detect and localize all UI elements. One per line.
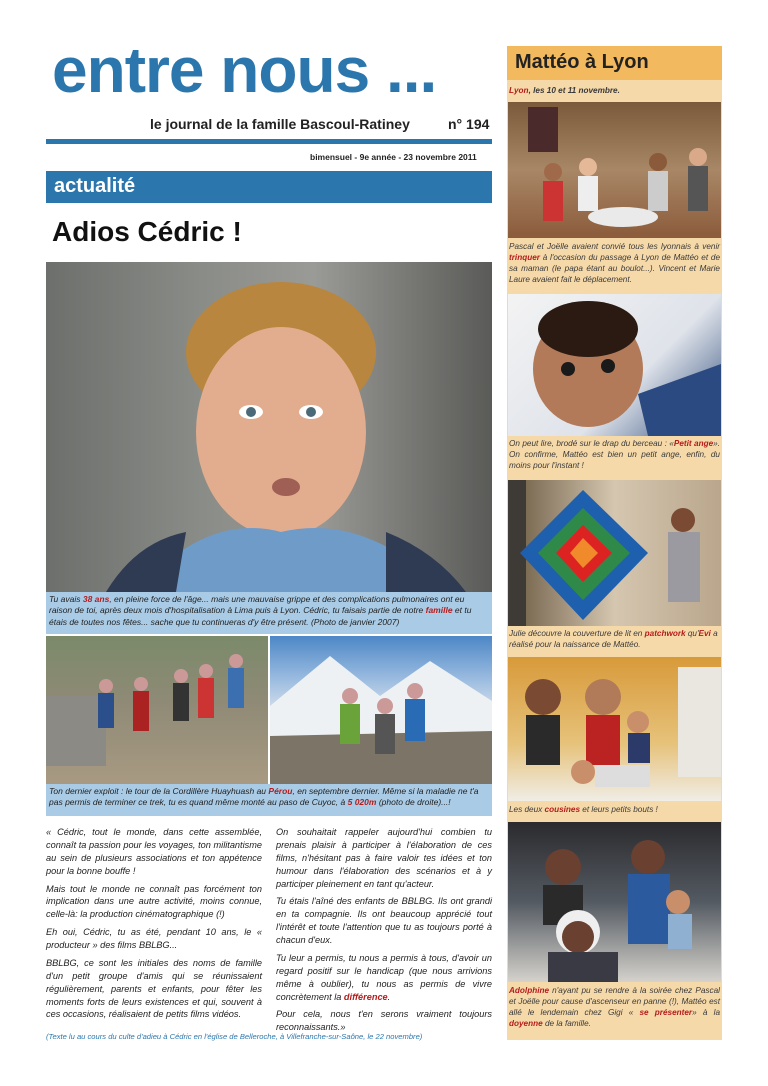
caption-highlight: Pérou xyxy=(268,786,293,796)
grandmother-illustration xyxy=(508,822,721,982)
cousins-illustration xyxy=(508,657,721,801)
caption-highlight: Adolphine xyxy=(509,986,550,995)
caption-text: qu' xyxy=(685,629,699,638)
caption-highlight: doyenne xyxy=(509,1019,543,1029)
baby-illustration xyxy=(508,294,721,436)
patchwork-photo xyxy=(508,480,721,626)
caption-text: n'ayant pu se rendre à la soirée chez Pascal et Joëlle pour cause d'ascenseur en panne (!), Mattéo est allé le lendemain chez Gigi « xyxy=(509,986,720,1018)
article-paragraph: Tu étais l'aîné des enfants de BBLBG. Ils ont grandi en ta compagnie. Ils ont beaucoup apprécié tout l'intérêt et toute l'attention que tu as toujours porté à chacun d'eux. xyxy=(276,896,492,945)
caption-text: a réalisé pour la naissance de Mattéo. xyxy=(509,629,718,650)
caption-highlight: 38 ans xyxy=(82,594,110,604)
section-label: actualité xyxy=(54,175,136,197)
intro-place: Lyon xyxy=(509,86,529,95)
caption-text: Les deux xyxy=(509,805,545,814)
caption-highlight: trinquer xyxy=(509,253,540,263)
article-text: Tu leur a permis, tu nous a permis à tous, d'avoir un regard positif sur le handicap (que nous arrivions même à oublier), tu nous as permis de vivre concrètement la xyxy=(276,952,492,1002)
caption-cousins xyxy=(509,804,720,815)
sidebar-intro xyxy=(509,85,719,96)
article-paragraph: BBLBG, ce sont les initiales des noms de famille d'un petit groupe d'amis qui se réunissaient régulièrement, parents et enfants, pour fêter les moments forts de leurs existences et qui, souvent à ces occasions, réalisaient de petits films vidéos. xyxy=(46,957,262,1020)
caption-text: Tu avais xyxy=(49,594,83,604)
grandmother-photo xyxy=(508,822,721,982)
intro-dates: , les 10 et 11 novembre. xyxy=(528,86,620,95)
caption-grandmother xyxy=(509,985,720,1029)
portrait-photo xyxy=(46,262,492,592)
issue-number: n° 194 xyxy=(448,116,490,132)
portrait-illustration xyxy=(46,262,492,592)
caption-highlight: Evi xyxy=(698,629,711,638)
article-paragraph: On souhaitait rappeler aujourd'hui combien tu prenais plaisir à participer à l'élaboration de ces films, n'hésitant pas à faire valoir tes idées et ton humour dans l'élaboration des scénarios et à y participer pleinement en tant qu'acteur. xyxy=(276,827,492,889)
party-illustration xyxy=(508,102,721,238)
caption-trek xyxy=(46,784,492,816)
masthead-title: entre nous ... xyxy=(52,34,437,106)
caption-highlight: 5 020m xyxy=(347,797,377,808)
trek-photo-left xyxy=(46,636,268,784)
headline: Adios Cédric ! xyxy=(52,216,242,247)
caption-text: ». On confirme, Mattéo est bien un petit ange, enfin, du moins pour l'instant ! xyxy=(509,439,720,471)
caption-text: Ton dernier exploit : le tour de la Cordillère Huayhuash au xyxy=(49,786,269,796)
footnote: (Texte lu au cours du culte d'adieu à Cédric en l'église de Belleroche, à Villefranche-sur-Saône, le 22 novembre) xyxy=(46,1032,423,1041)
quilt-illustration xyxy=(508,480,721,626)
article-paragraph xyxy=(276,952,492,1004)
baby-photo xyxy=(508,294,721,436)
cousins-photo xyxy=(508,657,721,801)
article-column-2 xyxy=(276,826,492,1039)
caption-patchwork xyxy=(509,628,720,650)
dateline: bimensuel - 9e année - 23 novembre 2011 xyxy=(310,152,477,162)
party-photo xyxy=(508,102,721,238)
caption-highlight: se présenter xyxy=(633,1008,693,1018)
caption-text: » à la xyxy=(692,1008,720,1018)
trek-photo-right xyxy=(270,636,492,784)
caption-text: Julie découvre la couverture de lit en xyxy=(509,629,645,638)
hikers-illustration xyxy=(46,636,268,784)
article-paragraph: Mais tout le monde ne connaît pas forcément ton implication dans une autre activité, moins connue, celle-là: la production cinématographique (!) xyxy=(46,883,262,920)
caption-highlight: famille xyxy=(425,605,453,616)
caption-text: , en pleine force de l'âge... mais une mauvaise grippe et des complications pulmonaires ont eu raison de toi, après deux mois d'hospitalisation à Lima puis à Lyon. Cédric, tu faisais partie de notre xyxy=(49,594,465,616)
article-column-1 xyxy=(46,826,262,1026)
caption-text: à l'occasion du passage à Lyon de Mattéo et de sa maman (le papa étant au boulot...). Vincent et Marie Laure avaient fait le déplacement. xyxy=(509,253,720,285)
article-paragraph: Pour cela, nous t'en serons vraiment toujours reconnaissants.» xyxy=(276,1009,492,1033)
mountain-illustration xyxy=(270,636,492,784)
sidebar-title: Mattéo à Lyon xyxy=(507,46,722,80)
article-paragraph: Eh oui, Cédric, tu as été, pendant 10 ans, le « producteur » des films BBLBG... xyxy=(46,927,262,950)
caption-party xyxy=(509,241,720,285)
caption-portrait xyxy=(46,592,492,634)
caption-text: , en septembre dernier. Même si la maladie ne t'a pas permis de terminer ce trek, tu es quand même monté au paso de Cuyoc, à xyxy=(49,786,479,808)
caption-text: Pascal et Joëlle avaient convié tous les lyonnais à venir xyxy=(509,242,720,251)
masthead-rule xyxy=(46,139,492,144)
section-banner xyxy=(46,171,492,203)
caption-highlight: cousines xyxy=(544,805,581,814)
caption-text: On peut lire, brodé sur le drap du berceau : « xyxy=(509,439,674,448)
article-highlight: différence xyxy=(343,991,388,1002)
caption-text: et leurs petits bouts ! xyxy=(580,805,658,814)
caption-baby xyxy=(509,438,720,471)
caption-text: et tu étais de toutes nos fêtes... sache que tu continueras d'y être présent. (Photo de janvier 2007) xyxy=(49,605,472,627)
caption-text: (photo de droite)...! xyxy=(376,797,451,808)
article-paragraph: « Cédric, tout le monde, dans cette assemblée, connaît ta passion pour les voyages, ton militantisme au sein de plusieurs associations et ton appétence pour la bonne bouffe ! xyxy=(46,827,262,876)
caption-highlight: Petit ange xyxy=(673,439,714,448)
masthead-subtitle: le journal de la famille Bascoul-Ratiney xyxy=(150,116,410,132)
article-text: . xyxy=(387,991,391,1002)
caption-text: de la famille. xyxy=(542,1019,591,1029)
caption-highlight: patchwork xyxy=(644,629,686,638)
